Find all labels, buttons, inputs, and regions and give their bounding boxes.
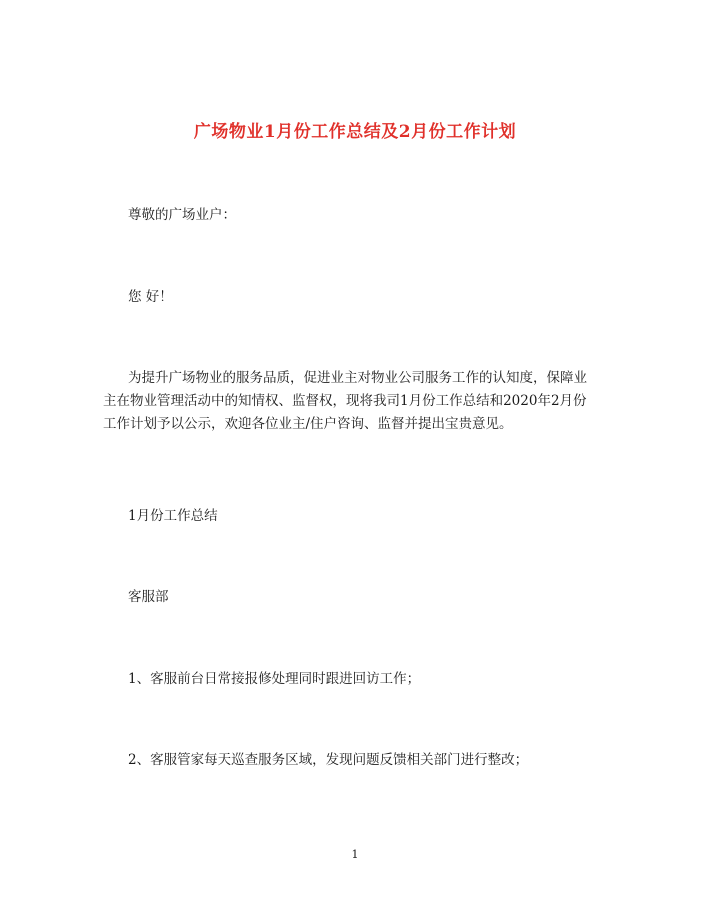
intro-paragraph [103,367,623,436]
intro-line: 工作计划予以公示，欢迎各位业主/住户咨询、监督并提出宝贵意见。 [103,416,513,432]
list-item: 2、客服管家每天巡查服务区域，发现问题反馈相关部门进行整改； [128,752,529,768]
document-title: 广场物业1月份工作总结及2月份工作计划 [193,122,517,142]
salutation: 尊敬的广场业户： [128,207,236,223]
department-heading: 客服部 [128,589,169,605]
intro-line: 为提升广场物业的服务品质，促进业主对物业公司服务工作的认知度，保障业 [128,370,587,386]
greeting: 您 好！ [128,289,173,305]
page-number: 1 [351,848,359,861]
intro-line: 主在物业管理活动中的知情权、监督权，现将我司1月份工作总结和2020年2月份 [103,393,587,409]
list-item: 1、客服前台日常接报修处理同时跟进回访工作； [128,671,421,687]
section-heading: 1月份工作总结 [128,508,218,524]
